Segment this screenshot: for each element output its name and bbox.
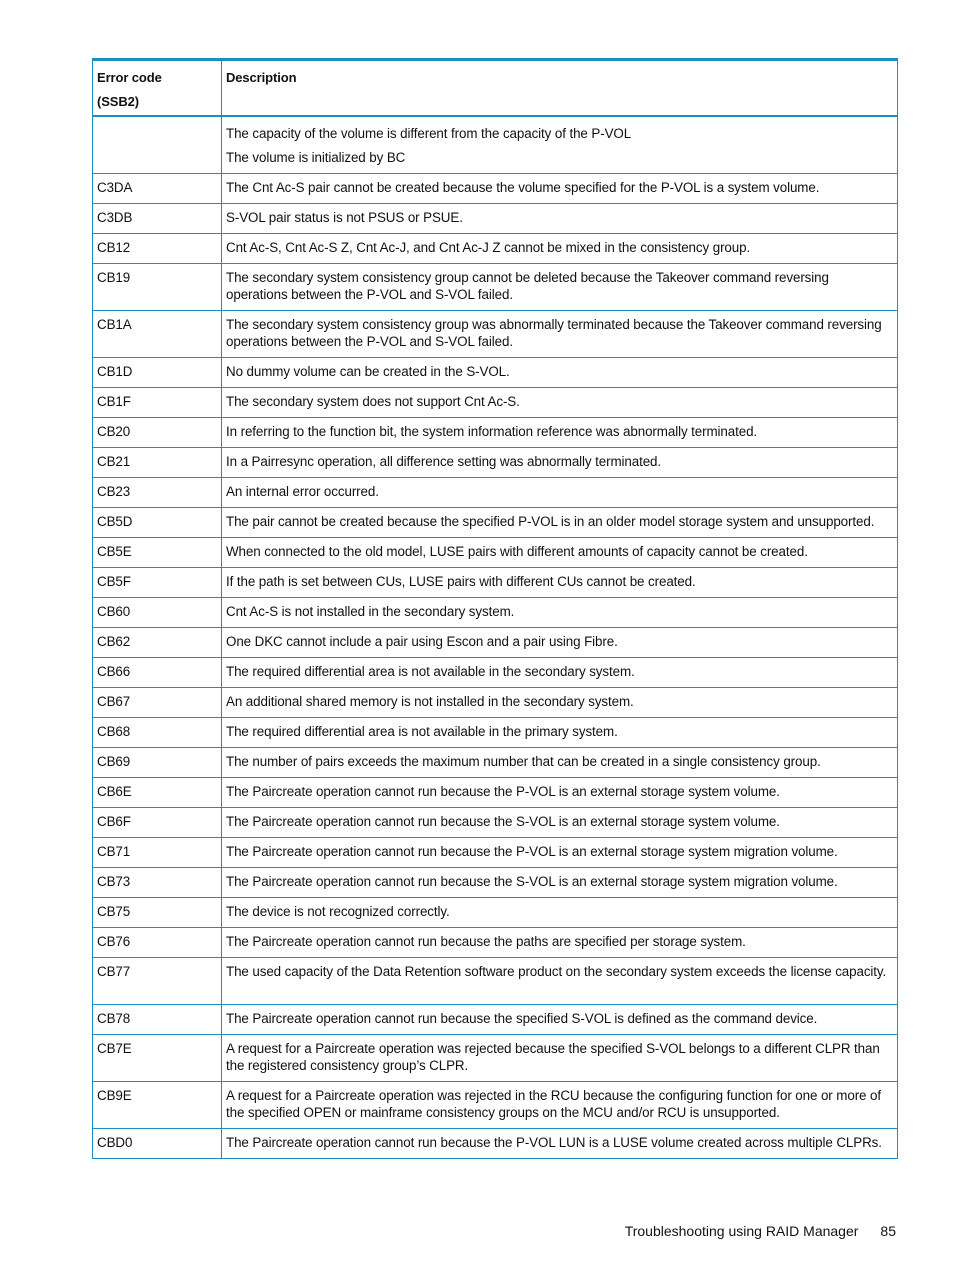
table-row bbox=[93, 658, 898, 688]
error-code-cell: CB67 bbox=[93, 688, 222, 718]
table-row bbox=[93, 928, 898, 958]
description-cell: When connected to the old model, LUSE pairs with different amounts of capacity cannot be created. bbox=[222, 538, 898, 568]
error-code-cell: CB69 bbox=[93, 748, 222, 778]
error-code-cell: CB71 bbox=[93, 838, 222, 868]
description-cell: The Paircreate operation cannot run because the P-VOL is an external storage system migration volume. bbox=[222, 838, 898, 868]
error-code-cell: CB75 bbox=[93, 898, 222, 928]
description-cell: The pair cannot be created because the specified P-VOL is in an older model storage system and unsupported. bbox=[222, 508, 898, 538]
header-description-label: Description bbox=[226, 70, 297, 85]
description-cell: The Paircreate operation cannot run because the P-VOL LUN is a LUSE volume created across multiple CLPRs. bbox=[222, 1129, 898, 1159]
table-row bbox=[93, 264, 898, 311]
description-cell: A request for a Paircreate operation was rejected in the RCU because the configuring function for one or more of the specified OPEN or mainframe consistency groups on the MCU and/or RCU is unsupported. bbox=[222, 1082, 898, 1129]
table-row bbox=[93, 1082, 898, 1129]
description-cell: No dummy volume can be created in the S-VOL. bbox=[222, 358, 898, 388]
table-row bbox=[93, 628, 898, 658]
table-row bbox=[93, 898, 898, 928]
description-cell: The Paircreate operation cannot run because the S-VOL is an external storage system volume. bbox=[222, 808, 898, 838]
table-row bbox=[93, 448, 898, 478]
error-code-cell: C3DB bbox=[93, 204, 222, 234]
error-code-cell: CB1F bbox=[93, 388, 222, 418]
error-code-table-container bbox=[92, 58, 897, 1159]
error-code-cell: CB1A bbox=[93, 311, 222, 358]
table-row bbox=[93, 538, 898, 568]
description-cell: The Paircreate operation cannot run because the S-VOL is an external storage system migration volume. bbox=[222, 868, 898, 898]
description-cell: The secondary system consistency group cannot be deleted because the Takeover command reversing operations between the P-VOL and S-VOL failed. bbox=[222, 264, 898, 311]
error-code-cell: CB6F bbox=[93, 808, 222, 838]
table-row bbox=[93, 568, 898, 598]
description-cell: The device is not recognized correctly. bbox=[222, 898, 898, 928]
error-code-cell: CB7E bbox=[93, 1035, 222, 1082]
table-row bbox=[93, 958, 898, 1005]
error-code-cell: CB20 bbox=[93, 418, 222, 448]
header-description bbox=[222, 60, 898, 116]
table-row bbox=[93, 388, 898, 418]
table-row bbox=[93, 174, 898, 204]
table-row bbox=[93, 1035, 898, 1082]
error-code-table bbox=[92, 58, 898, 1159]
description-cell: The number of pairs exceeds the maximum number that can be created in a single consistency group. bbox=[222, 748, 898, 778]
description-cell: The Paircreate operation cannot run because the specified S-VOL is defined as the command device. bbox=[222, 1005, 898, 1035]
description-cell: The Cnt Ac-S pair cannot be created because the volume specified for the P-VOL is a system volume. bbox=[222, 174, 898, 204]
table-row bbox=[93, 358, 898, 388]
header-row bbox=[93, 60, 898, 116]
description-cell: In a Pairresync operation, all difference setting was abnormally terminated. bbox=[222, 448, 898, 478]
error-code-cell: CB5F bbox=[93, 568, 222, 598]
table-row bbox=[93, 418, 898, 448]
error-code-cell: CB68 bbox=[93, 718, 222, 748]
table-row bbox=[93, 1005, 898, 1035]
table-row bbox=[93, 116, 898, 174]
table-header bbox=[93, 60, 898, 116]
error-code-cell: CB62 bbox=[93, 628, 222, 658]
table-row bbox=[93, 838, 898, 868]
error-code-cell: CB78 bbox=[93, 1005, 222, 1035]
description-cell: The required differential area is not available in the primary system. bbox=[222, 718, 898, 748]
table-row bbox=[93, 868, 898, 898]
error-code-cell: CB77 bbox=[93, 958, 222, 1005]
error-code-cell: CB60 bbox=[93, 598, 222, 628]
error-code-cell: CB5E bbox=[93, 538, 222, 568]
description-cell: Cnt Ac-S, Cnt Ac-S Z, Cnt Ac-J, and Cnt Ac-J Z cannot be mixed in the consistency group. bbox=[222, 234, 898, 264]
error-code-cell: CB5D bbox=[93, 508, 222, 538]
table-body bbox=[93, 116, 898, 1159]
table-row bbox=[93, 478, 898, 508]
error-code-cell: CB76 bbox=[93, 928, 222, 958]
description-cell: Cnt Ac-S is not installed in the secondary system. bbox=[222, 598, 898, 628]
header-error-code-line1: Error code bbox=[97, 70, 162, 85]
description-cell: The secondary system does not support Cnt Ac-S. bbox=[222, 388, 898, 418]
error-code-cell: CB12 bbox=[93, 234, 222, 264]
table-row bbox=[93, 748, 898, 778]
description-cell: S-VOL pair status is not PSUS or PSUE. bbox=[222, 204, 898, 234]
table-row bbox=[93, 718, 898, 748]
description-cell bbox=[222, 116, 898, 174]
table-row bbox=[93, 808, 898, 838]
error-code-cell: CB73 bbox=[93, 868, 222, 898]
error-code-cell: CB9E bbox=[93, 1082, 222, 1129]
error-code-cell: CB21 bbox=[93, 448, 222, 478]
table-row bbox=[93, 311, 898, 358]
description-cell: If the path is set between CUs, LUSE pairs with different CUs cannot be created. bbox=[222, 568, 898, 598]
page-footer bbox=[625, 1223, 896, 1239]
description-cell: The required differential area is not available in the secondary system. bbox=[222, 658, 898, 688]
table-row bbox=[93, 234, 898, 264]
table-row bbox=[93, 778, 898, 808]
error-code-cell: C3DA bbox=[93, 174, 222, 204]
table-row bbox=[93, 688, 898, 718]
header-error-code bbox=[93, 60, 222, 116]
error-code-cell bbox=[93, 116, 222, 174]
description-cell: The Paircreate operation cannot run because the paths are specified per storage system. bbox=[222, 928, 898, 958]
error-code-cell: CBD0 bbox=[93, 1129, 222, 1159]
footer-section-title: Troubleshooting using RAID Manager bbox=[624, 1223, 859, 1239]
error-code-cell: CB1D bbox=[93, 358, 222, 388]
page-number: 85 bbox=[880, 1223, 896, 1239]
error-code-cell: CB6E bbox=[93, 778, 222, 808]
description-line: The capacity of the volume is different from the capacity of the P-VOL bbox=[226, 125, 632, 141]
error-code-cell: CB66 bbox=[93, 658, 222, 688]
description-cell: An additional shared memory is not installed in the secondary system. bbox=[222, 688, 898, 718]
description-cell: One DKC cannot include a pair using Escon and a pair using Fibre. bbox=[222, 628, 898, 658]
description-cell: The used capacity of the Data Retention software product on the secondary system exceeds the license capacity. bbox=[222, 958, 898, 1005]
table-row bbox=[93, 508, 898, 538]
header-error-code-line2: (SSB2) bbox=[97, 94, 140, 109]
error-code-cell: CB23 bbox=[93, 478, 222, 508]
table-row bbox=[93, 1129, 898, 1159]
description-cell: An internal error occurred. bbox=[222, 478, 898, 508]
error-code-cell: CB19 bbox=[93, 264, 222, 311]
description-cell: The Paircreate operation cannot run because the P-VOL is an external storage system volume. bbox=[222, 778, 898, 808]
description-line: The volume is initialized by BC bbox=[226, 149, 406, 165]
table-row bbox=[93, 598, 898, 628]
table-row bbox=[93, 204, 898, 234]
description-cell: The secondary system consistency group was abnormally terminated because the Takeover command reversing operations between the P-VOL and S-VOL failed. bbox=[222, 311, 898, 358]
description-cell: A request for a Paircreate operation was rejected because the specified S-VOL belongs to a different CLPR than the registered consistency group’s CLPR. bbox=[222, 1035, 898, 1082]
description-cell: In referring to the function bit, the system information reference was abnormally terminated. bbox=[222, 418, 898, 448]
